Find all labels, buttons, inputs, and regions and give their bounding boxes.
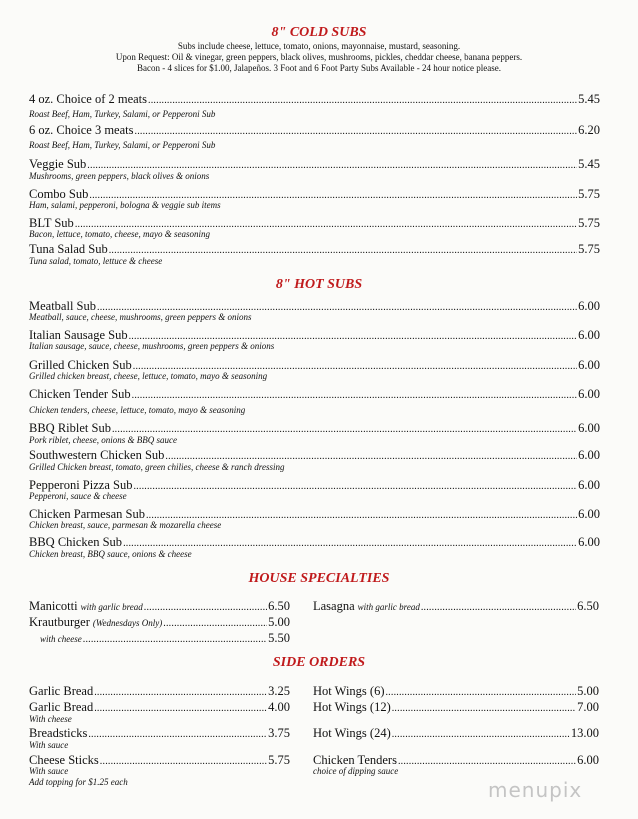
cold-subs-note-2: Upon Request: Oil & vinegar, green peppers, black olives, mushrooms, pickles, cheddar cheese, banana peppers. xyxy=(115,52,523,62)
menu-item: Chicken Tenders ..... 6.00 xyxy=(313,753,599,769)
item-description: With sauce xyxy=(29,740,69,750)
item-description: Grilled chicken breast, cheese, lettuce, tomato, mayo & seasoning xyxy=(29,371,268,381)
menu-item: Garlic Bread ..... 4.00 xyxy=(29,700,290,716)
menu-item: BBQ Chicken Sub ..... 6.00 xyxy=(29,535,600,551)
item-description: Ham, salami, pepperoni, bologna & veggie sub items xyxy=(29,200,221,210)
item-description: Bacon, lettuce, tomato, cheese, mayo & seasoning xyxy=(29,229,210,239)
menu-item: Hot Wings (24) ..... 13.00 xyxy=(313,726,599,742)
cold-subs-title: 8" COLD SUBS xyxy=(271,25,367,40)
item-description: Meatball, sauce, cheese, mushrooms, green peppers & onions xyxy=(29,312,252,322)
item-description: With cheese xyxy=(29,714,72,724)
menu-item: Krautburger (Wednesdays Only) ..... 5.00 xyxy=(29,615,290,631)
item-description: Chicken breast, BBQ sauce, onions & cheese xyxy=(29,549,192,559)
item-description: Mushrooms, green peppers, black olives & onions xyxy=(29,171,210,181)
menu-item: Meatball Sub ..... 6.00 xyxy=(29,299,600,315)
item-description: Pepperoni, sauce & cheese xyxy=(29,491,127,501)
cold-subs-note-3: Bacon - 4 slices for $1.00, Jalapeños. 3 Foot and 6 Foot Party Subs Available - 24 hour notice please. xyxy=(136,63,502,73)
cold-subs-note-1: Subs include cheese, lettuce, tomato, onions, mayonnaise, mustard, seasoning. xyxy=(177,41,461,51)
item-description: Roast Beef, Ham, Turkey, Salami, or Pepperoni Sub xyxy=(29,109,216,119)
item-description: Grilled Chicken breast, tomato, green chilies, cheese & ranch dressing xyxy=(29,462,285,472)
menu-item: with cheese ..... 5.50 xyxy=(40,631,290,647)
menu-item: Grilled Chicken Sub ..... 6.00 xyxy=(29,358,600,374)
topping-note: Add topping for $1.25 each xyxy=(29,777,128,787)
house-specialties-title: HOUSE SPECIALTIES xyxy=(248,571,390,586)
menu-item: Southwestern Chicken Sub ..... 6.00 xyxy=(29,448,600,464)
item-description: With sauce xyxy=(29,766,69,776)
menu-item: BBQ Riblet Sub ..... 6.00 xyxy=(29,421,600,437)
item-description: choice of dipping sauce xyxy=(313,766,399,776)
side-orders-title: SIDE ORDERS xyxy=(272,655,366,670)
menu-item: Chicken Parmesan Sub ..... 6.00 xyxy=(29,507,600,523)
menu-item: BLT Sub ..... 5.75 xyxy=(29,216,600,232)
menu-item: Veggie Sub ..... 5.45 xyxy=(29,157,600,173)
menu-item: Italian Sausage Sub ..... 6.00 xyxy=(29,328,600,344)
menu-item: Cheese Sticks ..... 5.75 xyxy=(29,753,290,769)
item-description: Roast Beef, Ham, Turkey, Salami, or Pepperoni Sub xyxy=(29,140,216,150)
menu-item: Tuna Salad Sub ..... 5.75 xyxy=(29,242,600,258)
menu-item: 6 oz. Choice 3 meats ..... 6.20 xyxy=(29,123,600,139)
menu-item: Manicotti with garlic bread ..... 6.50 xyxy=(29,599,290,615)
menu-item: Hot Wings (6) ..... 5.00 xyxy=(313,684,599,700)
menu-item: Hot Wings (12) ..... 7.00 xyxy=(313,700,599,716)
item-description: Chicken tenders, cheese, lettuce, tomato, mayo & seasoning xyxy=(29,405,246,415)
menu-item: Pepperoni Pizza Sub ..... 6.00 xyxy=(29,478,600,494)
menu-item: Chicken Tender Sub ..... 6.00 xyxy=(29,387,600,403)
menu-item: 4 oz. Choice of 2 meats ..... 5.45 xyxy=(29,92,600,108)
menu-item: Garlic Bread ..... 3.25 xyxy=(29,684,290,700)
menu-item: Breadsticks ..... 3.75 xyxy=(29,726,290,742)
item-description: Pork riblet, cheese, onions & BBQ sauce xyxy=(29,435,177,445)
menupix-watermark: menupix xyxy=(488,778,583,802)
item-description: Italian sausage, sauce, cheese, mushrooms, green peppers & onions xyxy=(29,341,275,351)
hot-subs-title: 8" HOT SUBS xyxy=(275,277,363,292)
item-description: Chicken breast, sauce, parmesan & mozarella cheese xyxy=(29,520,222,530)
item-description: Tuna salad, tomato, lettuce & cheese xyxy=(29,256,163,266)
menu-item: Combo Sub ..... 5.75 xyxy=(29,187,600,203)
menu-item: Lasagna with garlic bread ..... 6.50 xyxy=(313,599,599,615)
